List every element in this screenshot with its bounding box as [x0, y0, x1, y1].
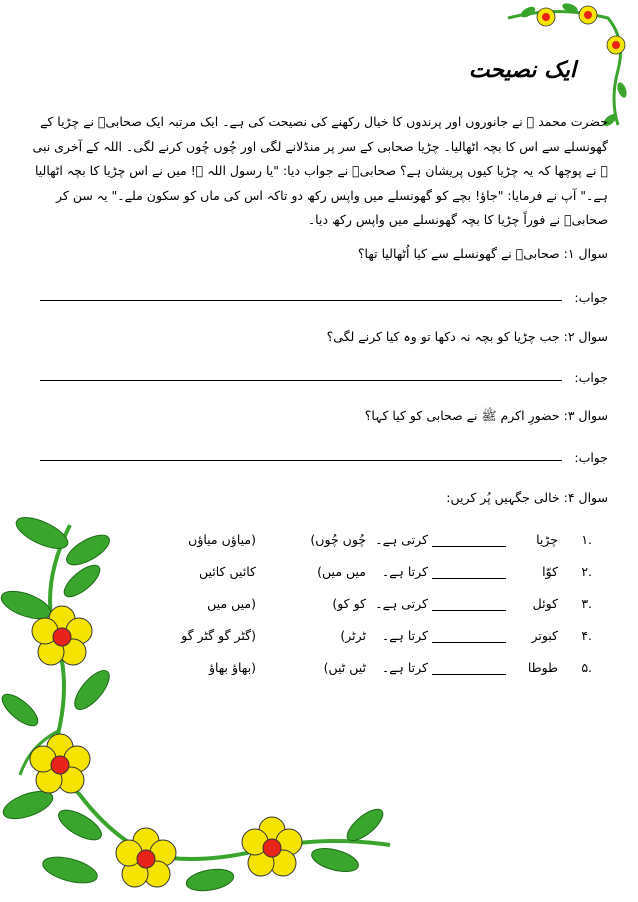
sound-option: (ٹرٹر — [340, 628, 366, 643]
leaf-icon — [185, 866, 236, 894]
row-verb: کرتا ہے۔ — [381, 660, 428, 675]
question-3: سوال ۳: حضورِ اکرم ﷺ نے صحابی کو کیا کہا؟ — [364, 408, 608, 423]
leaf-icon — [342, 804, 387, 846]
answer-label-3: جواب: — [574, 450, 608, 465]
row-number: ۲. — [581, 564, 592, 579]
row-number: ۳. — [581, 596, 592, 611]
sound-option: کائیں کائیں — [198, 564, 256, 579]
row-verb: کرتی ہے۔ — [375, 596, 428, 611]
fill-row — [0, 660, 638, 684]
row-word: چڑیا — [536, 532, 558, 547]
answer-line-2[interactable] — [40, 380, 562, 381]
leaf-icon — [0, 689, 43, 731]
row-number: ۵. — [581, 660, 592, 675]
answer-line-3[interactable] — [40, 460, 562, 461]
row-number: ۴. — [581, 628, 592, 643]
row-number: ۱. — [581, 532, 592, 547]
leaf-icon — [309, 844, 361, 876]
flower-icon — [116, 828, 176, 887]
question-4: سوال ۴: خالی جگہیں پُر کریں: — [446, 490, 608, 505]
leaf-icon — [40, 852, 100, 888]
sound-option: بھاؤ بھاؤ) — [208, 660, 256, 675]
blank-field[interactable] — [432, 628, 506, 643]
blank-field[interactable] — [432, 564, 506, 579]
sound-option: (چُوں چُوں — [310, 532, 366, 547]
sound-option: میں میں) — [207, 596, 256, 611]
row-verb: کرتا ہے۔ — [381, 564, 428, 579]
story-paragraph: حضرت محمد ﷺ نے جانوروں اور پرندوں کا خیال رکھنے کی نصیحت کی ہے۔ ایک مرتبہ ایک صحابیؓ نے چڑیا کے گھونسلے سے اس کا بچہ اٹھالیا۔ چڑیا صحابی کے سر پر منڈلانے لگی اور چُوں چُوں کرنے لگی۔ اللہ کے آخری نبی ﷺ نے پوچھا کہ یہ چڑیا کیوں پریشان ہے؟ صحابیؓ نے جواب دیا: "یا رسول اللہ ﷺ! میں نے اس چڑیا کا بچہ اٹھالیا ہے۔" آپ نے فرمایا: "جاؤ! بچے کو گھونسلے میں واپس رکھ دو تاکہ اس کی ماں کو سکون ملے۔" یہ سن کر صحابیؓ نے فوراً چڑیا کا بچہ گھونسلے میں واپس رکھ دیا۔ — [32, 114, 608, 227]
sound-option: (میں میں — [317, 564, 366, 579]
blank-field[interactable] — [432, 596, 506, 611]
row-word: کوّا — [542, 564, 558, 579]
row-verb: کرتی ہے۔ — [375, 532, 428, 547]
sound-option: (کو کو — [332, 596, 366, 611]
flower-icon — [242, 817, 302, 876]
answer-label-2: جواب: — [574, 370, 608, 385]
row-word: طوطا — [527, 660, 558, 675]
flower-icon — [607, 36, 625, 54]
fill-row — [0, 564, 638, 588]
flower-icon — [537, 8, 555, 26]
answer-line-1[interactable] — [40, 300, 562, 301]
sound-option: گٹر گو گٹر گو) — [181, 628, 256, 643]
row-word: کوئل — [532, 596, 558, 611]
flower-icon — [579, 6, 597, 24]
fill-row — [0, 532, 638, 556]
fill-row — [0, 596, 638, 620]
fill-row — [0, 628, 638, 652]
blank-field[interactable] — [432, 532, 506, 547]
blank-field[interactable] — [432, 660, 506, 675]
sound-option: میاؤں میاؤں) — [188, 532, 256, 547]
sound-option: (ٹیں ٹیں — [323, 660, 366, 675]
page-title: ایک نصیحت — [468, 58, 576, 83]
row-word: کبوتر — [531, 628, 558, 643]
row-verb: کرتا ہے۔ — [381, 628, 428, 643]
question-1: سوال ۱: صحابیؓ نے گھونسلے سے کیا اُٹھالیا تھا؟ — [357, 246, 608, 261]
answer-label-1: جواب: — [574, 290, 608, 305]
question-2: سوال ۲: جب چڑیا کو بچہ نہ دکھا تو وہ کیا کرنے لگی؟ — [326, 329, 608, 344]
leaf-icon — [54, 804, 106, 845]
